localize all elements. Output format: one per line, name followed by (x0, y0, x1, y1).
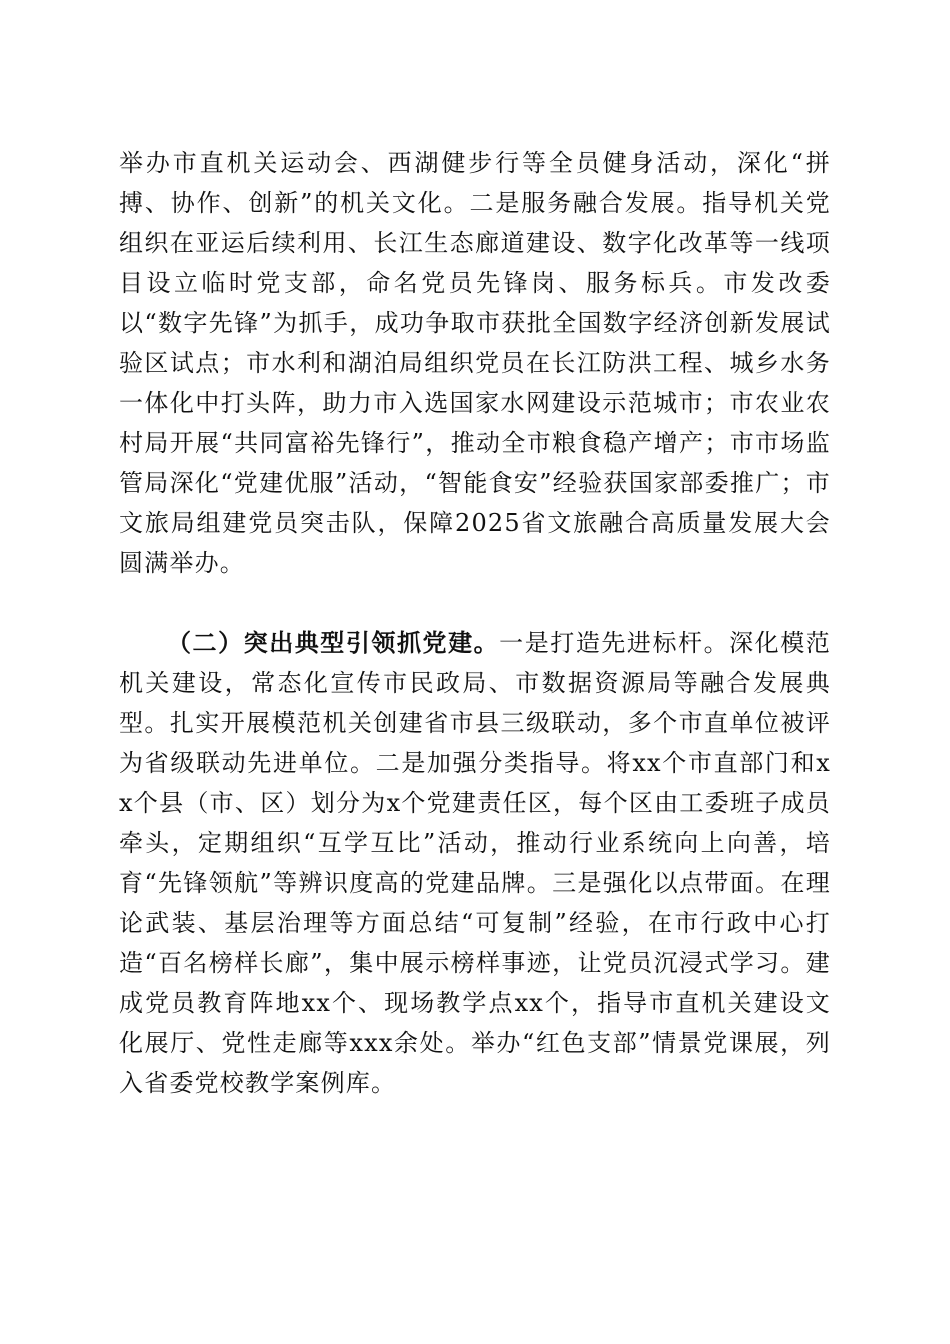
paragraph-2-heading: （二）突出典型引领抓党建。 (167, 628, 500, 657)
paragraph-2-body: 一是打造先进标杆。深化模范机关建设，常态化宣传市民政局、市数据资源局等融合发展典型。扎实开展模范机关创建省市县三级联动，多个市直单位被评为省级联动先进单位。二是加强分类指导。将xx个市直部门和xx个县（市、区）划分为x个党建责任区，每个区由工委班子成员牵头，定期组织“互学互比”活动，推动行业系统向上向善，培育“先锋领航”等辨识度高的党建品牌。三是强化以点带面。在理论武装、基层治理等方面总结“可复制”经验，在市行政中心打造“百名榜样长廊”，集中展示榜样事迹，让党员沉浸式学习。建成党员教育阵地xx个、现场教学点xx个，指导市直机关建设文化展厅、党性走廊等xxx余处。举办“红色支部”情景党课展，列入省委党校教学案例库。 (119, 629, 831, 1097)
paragraph-2 (119, 623, 831, 1103)
paragraph-1: 举办市直机关运动会、西湖健步行等全员健身活动，深化“拼搏、协作、创新”的机关文化。二是服务融合发展。指导机关党组织在亚运后续利用、长江生态廊道建设、数字化改革等一线项目设立临时党支部，命名党员先锋岗、服务标兵。市发改委以“数字先锋”为抓手，成功争取市获批全国数字经济创新发展试验区试点；市水利和湖泊局组织党员在长江防洪工程、城乡水务一体化中打头阵，助力市入选国家水网建设示范城市；市农业农村局开展“共同富裕先锋行”，推动全市粮食稳产增产；市市场监管局深化“党建优服”活动，“智能食安”经验获国家部委推广；市文旅局组建党员突击队，保障2025省文旅融合高质量发展大会圆满举办。 (119, 149, 831, 577)
